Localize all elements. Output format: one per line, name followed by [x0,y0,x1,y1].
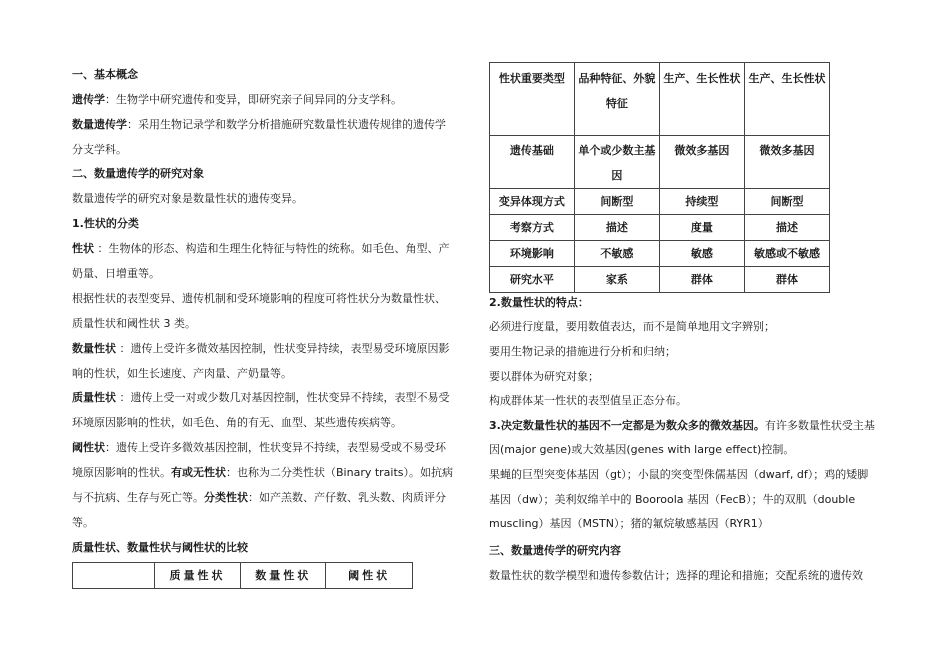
definition-threshold-trait-cont [72,466,453,480]
subheading-quantitative-features: 2.数量性状的特点： [489,296,589,309]
definition-quantitative-genetics-cont: 分支学科。 [72,143,127,156]
definition-threshold-trait-cont2 [72,491,446,505]
term-genetics: 遗传学 [72,93,105,106]
table-cell: 研究水平 [490,267,575,293]
classification-text-cont: 质量性状和阈性状 3 类。 [72,317,196,330]
table-row [490,189,830,215]
table-cell: 生产、生长性状 [744,63,829,136]
table-cell: 敏感 [659,241,744,267]
table-row [490,63,830,136]
gene-examples: 果蝇的巨型突变体基因（gt）；小鼠的突变型侏儒基因（dwarf, df）；鸡的矮脚 [489,468,869,481]
comparison-table [489,62,830,293]
feature-item: 要以群体为研究对象； [489,370,599,383]
table-cell: 微效多基因 [659,136,744,189]
definition-genetics-text: ：生物学中研究遗传和变异，即研究亲子间异同的分支学科。 [105,93,402,106]
gene-examples-cont: 基因（dw）；美利奴绵羊中的 Booroola 基因（FecB）；牛的双肌（double [489,493,856,506]
table-row [490,241,830,267]
table-cell: 质量性状 [154,563,241,589]
research-object-text: 数量遗传学的研究对象是数量性状的遗传变异。 [72,192,303,205]
table-cell: 度量 [659,215,744,241]
definition-trait-cont: 奶量、日增重等。 [72,267,160,280]
table-cell: 描述 [574,215,659,241]
table-cell: 描述 [744,215,829,241]
definition-qualitative-trait-text: ：遗传上受一对或少数几对基因控制，性状变异不持续，表型不易受 [116,391,450,404]
table-cell: 持续型 [659,189,744,215]
binary-trait-examples: 与不抗病、生存与死亡等。 [72,491,204,504]
table-cell: 不敏感 [574,241,659,267]
table-row [490,136,830,189]
definition-threshold-trait-text: ：遗传上受许多微效基因控制，性状变异不持续，表型易受或不易受环 [105,441,446,454]
term-categorical-trait: 分类性状 [204,491,248,504]
table-cell [73,563,155,589]
table-cell: 品种特征、外貌特征 [574,63,659,136]
definition-quantitative-genetics [72,118,446,132]
definition-trait-text: ：生物体的形态、构造和生理生化特征与特性的统称。如毛色、角型、产 [94,242,450,255]
table-row [490,267,830,293]
major-genes-text-cont: 因(major gene)或大效基因(genes with large effect)控制。 [489,443,795,456]
major-genes-text: 有许多数量性状受主基 [764,419,875,432]
classification-text: 根据性状的表型变异、遗传机制和受环境影响的程度可将性状分为数量性状、 [72,292,446,305]
definition-trait [72,242,450,256]
binary-trait-text: ：也称为二分类性状（Binary traits）。如抗病 [226,466,454,479]
table-cell: 家系 [574,267,659,293]
subheading-trait-classification: 1.性状的分类 [72,217,139,230]
subheading-major-genes [489,419,875,433]
feature-item: 构成群体某一性状的表型值呈正态分布。 [489,394,687,407]
term-binary-trait: 有或无性状 [171,466,226,479]
table-cell: 性状重要类型 [490,63,575,136]
table-cell: 生产、生长性状 [659,63,744,136]
term-threshold-trait: 阈性状 [72,441,105,454]
gene-examples-cont2: muscling）基因（MSTN）；猪的氟烷敏感基因（RYR1） [489,517,769,530]
table-cell: 遗传基础 [490,136,575,189]
table-cell: 群体 [659,267,744,293]
comparison-table-header [72,562,413,589]
research-content-text: 数量性状的数学模型和遗传参数估计；选择的理论和措施；交配系统的遗传效 [489,569,863,582]
table-cell: 阈性状 [326,563,413,589]
categorical-trait-text: ：如产羔数、产仔数、乳头数、肉质评分 [248,491,446,504]
table-cell: 变异体现方式 [490,189,575,215]
definition-quantitative-trait-cont: 响的性状，如生长速度、产肉量、产奶量等。 [72,367,292,380]
table-cell: 环境影响 [490,241,575,267]
major-genes-heading: 3.决定数量性状的基因不一定都是为数众多的微效基因。 [489,419,765,432]
definition-threshold-trait [72,441,446,455]
definition-qualitative-trait-cont: 环境原因影响的性状，如毛色、角的有无、血型、某些遗传疾病等。 [72,416,402,429]
threshold-trait-text-a: 境原因影响的性状。 [72,466,171,479]
definition-quantitative-trait [72,342,450,356]
feature-item: 必须进行度量，要用数值表达，而不是简单地用文字辨别； [489,320,775,333]
table-cell: 群体 [744,267,829,293]
term-trait: 性状 [72,242,94,255]
definition-quantitative-trait-text: ：遗传上受许多微效基因控制，性状变异持续，表型易受环境原因影 [116,342,450,355]
table-row [73,563,413,589]
table-row [490,215,830,241]
table-cell: 单个或少数主基因 [574,136,659,189]
definition-quantitative-genetics-text: ：采用生物记录学和数学分析措施研究数量性状遗传规律的遗传学 [127,118,446,131]
heading-research-content: 三、数量遗传学的研究内容 [489,544,621,557]
term-quantitative-genetics: 数量遗传学 [72,118,127,131]
comparison-title: 质量性状、数量性状与阈性状的比较 [72,541,248,554]
definition-genetics [72,93,402,107]
table-cell: 微效多基因 [744,136,829,189]
heading-research-object: 二、数量遗传学的研究对象 [72,167,204,180]
definition-qualitative-trait [72,391,450,405]
feature-item: 要用生物记录的措施进行分析和归纳； [489,345,676,358]
table-cell: 敏感或不敏感 [744,241,829,267]
definition-threshold-trait-cont3: 等。 [72,516,94,529]
table-cell: 考察方式 [490,215,575,241]
table-cell: 间断型 [744,189,829,215]
term-qualitative-trait: 质量性状 [72,391,116,404]
heading-basic-concepts: 一、基本概念 [72,68,138,81]
table-cell: 数量性状 [241,563,326,589]
term-quantitative-trait: 数量性状 [72,342,116,355]
table-cell: 间断型 [574,189,659,215]
